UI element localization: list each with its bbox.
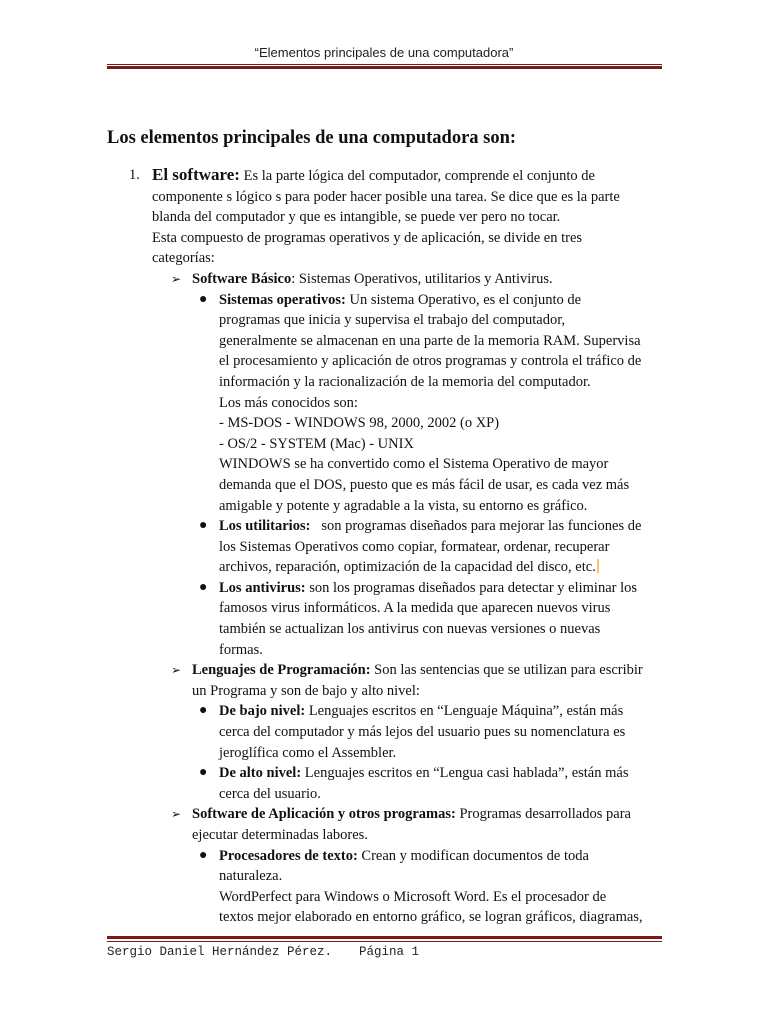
- footer-rule-thick: [107, 936, 662, 939]
- text-line: jeroglífica como el Assembler.: [219, 744, 397, 761]
- text-line: - MS-DOS - WINDOWS 98, 2000, 2002 (o XP): [219, 415, 500, 432]
- list-item-alto-nivel: ● De alto nivel: Lenguajes escritos en “Lengua casi hablada”, están más cerca del usuario.: [152, 763, 667, 804]
- text-line: formas.: [219, 641, 263, 658]
- text-line: información y la racionalización de la memoria del computador.: [219, 373, 591, 390]
- header-rule-thick: [107, 66, 662, 69]
- item-bold: Los antivirus:: [219, 579, 306, 596]
- text-line: WINDOWS se ha convertido como el Sistema Operativo de mayor: [219, 456, 609, 473]
- text-line: blanda del computador y que es intangible, se puede ver pero no tocar.: [152, 209, 561, 226]
- text-line: programas que inicia y supervisa el trabajo del computador,: [219, 312, 566, 329]
- text-line: un Programa y son de bajo y alto nivel:: [192, 682, 420, 699]
- list-item-procesadores: ● Procesadores de texto: Crean y modifican documentos de toda naturaleza. WordPerfect para Windows o Microsoft Word. Es el procesador de textos mejor elaborado en entorno gráfico, se logran gráficos, diagramas,: [152, 846, 667, 928]
- text-line: el procesamiento y aplicación de otros programas y controla el tráfico de: [219, 353, 642, 370]
- item-bold: De bajo nivel:: [219, 703, 306, 720]
- item-bold: De alto nivel:: [219, 765, 302, 782]
- item-lead: El software:: [152, 165, 240, 184]
- item-bold: Software Básico: [192, 270, 292, 287]
- text-line: archivos, reparación, optimización de la capacidad del disco, etc.: [219, 559, 596, 576]
- item-first-line: El software: Es la parte lógica del computador, comprende el conjunto de: [152, 165, 595, 184]
- text-line: generalmente se almacenan en una parte de la memoria RAM. Supervisa: [219, 332, 641, 349]
- bullet-icon: ●: [199, 703, 208, 719]
- text-line: los Sistemas Operativos como copiar, formatear, ordenar, recuperar: [219, 538, 610, 555]
- page-footer: [107, 945, 662, 959]
- page-heading: Los elementos principales de una computadora son:: [107, 128, 517, 148]
- text-line: también se actualizan los antivirus con nuevas versiones o nuevas: [219, 621, 601, 638]
- bullet-icon: ●: [199, 765, 208, 781]
- header-title: “Elementos principales de una computadora”: [254, 45, 514, 60]
- text-line: Los más conocidos son:: [219, 394, 358, 411]
- item-bold: Procesadores de texto:: [219, 847, 358, 864]
- footer-author: Sergio Daniel Hernández Pérez.: [107, 945, 333, 959]
- text-line: Esta compuesto de programas operativos y de aplicación, se divide en tres: [152, 229, 583, 246]
- text-line: categorías:: [152, 250, 215, 267]
- footer-rule-thin: [107, 941, 662, 942]
- text-line: - OS/2 - SYSTEM (Mac) - UNIX: [219, 435, 414, 452]
- text-line: famosos virus informáticos. A la medida que aparecen nuevos virus: [219, 600, 611, 617]
- item-bold: Software de Aplicación y otros programas:: [192, 806, 456, 823]
- arrow-bullet-icon: ➢: [171, 807, 182, 822]
- bullet-icon: ●: [199, 847, 208, 863]
- item-bold: Lenguajes de Programación:: [192, 662, 371, 679]
- item-bold: Sistemas operativos:: [219, 291, 346, 308]
- text-line: naturaleza.: [219, 868, 283, 885]
- text-line: cerca del computador y más lejos del usuario pues su nomenclatura es: [219, 724, 626, 741]
- arrow-bullet-icon: ➢: [171, 663, 182, 678]
- header-rule-thin: [107, 64, 662, 65]
- list-item-sistemas-operativos: ● Sistemas operativos: Un sistema Operativo, es el conjunto de programas que inicia y supervisa el trabajo del computador, generalmente se almacenan en una parte de la memoria RAM. Supervisa el procesamiento y aplicación de otros programas y controla el tráfico de información y la racionalización de la memoria del computador. Los más conocidos son: - MS-DOS - WINDOWS 98, 2000, 2002 (o XP) - OS/2 - SYSTEM (Mac) - UNIX WINDOWS se ha convertido como el Sistema Operativo de mayor demanda que el DOS, puesto que es más fácil de usar, es cada vez más amigable y potente y agradable a la vista, su entorno es gráfico.: [152, 290, 667, 517]
- list-item-aplicacion: ➢ Software de Aplicación y otros programas: Programas desarrollados para ejecutar determinadas labores.: [152, 804, 667, 845]
- text-line: textos mejor elaborado en entorno gráfico, se logran gráficos, diagramas,: [219, 909, 643, 926]
- text-line: WordPerfect para Windows o Microsoft Word. Es el procesador de: [219, 888, 607, 905]
- footer-page-number: Página 1: [359, 945, 420, 959]
- list-item-bajo-nivel: ● De bajo nivel: Lenguajes escritos en “Lenguaje Máquina”, están más cerca del computador y más lejos del usuario pues su nomenclatura es jeroglífica como el Assembler.: [152, 701, 667, 763]
- text-line: componente s lógico s para poder hacer posible una tarea. Se dice que es la parte: [152, 188, 620, 205]
- text-line: ejecutar determinadas labores.: [192, 827, 368, 843]
- text-cursor: [597, 559, 599, 573]
- bullet-icon: ●: [199, 579, 208, 595]
- bullet-icon: ●: [199, 518, 208, 534]
- list-item-antivirus: ● Los antivirus: son los programas diseñados para detectar y eliminar los famosos virus informáticos. A la medida que aparecen nuevos virus también se actualizan los antivirus con nuevas versiones o nuevas formas.: [152, 578, 667, 660]
- item-number: 1.: [129, 167, 140, 183]
- bullet-icon: ●: [199, 291, 208, 307]
- list-item-software: [107, 165, 667, 269]
- list-item-lenguajes: ➢ Lenguajes de Programación: Son las sentencias que se utilizan para escribir un Programa y son de bajo y alto nivel:: [152, 660, 667, 701]
- text-line: amigable y potente y agradable a la vista, su entorno es gráfico.: [219, 497, 588, 514]
- arrow-bullet-icon: ➢: [171, 271, 182, 286]
- document-body: [107, 165, 667, 928]
- list-item-utilitarios: ● Los utilitarios: son programas diseñados para mejorar las funciones de los Sistemas Operativos como copiar, formatear, ordenar, recuperar archivos, reparación, optimización de la capacidad del disco, etc.: [152, 516, 667, 578]
- list-item-software-basico: ➢ Software Básico: Sistemas Operativos, utilitarios y Antivirus.: [152, 269, 667, 290]
- text-line: cerca del usuario.: [219, 785, 321, 802]
- text-line: demanda que el DOS, puesto que es más fácil de usar, es cada vez más: [219, 476, 630, 493]
- item-bold: Los utilitarios:: [219, 518, 311, 535]
